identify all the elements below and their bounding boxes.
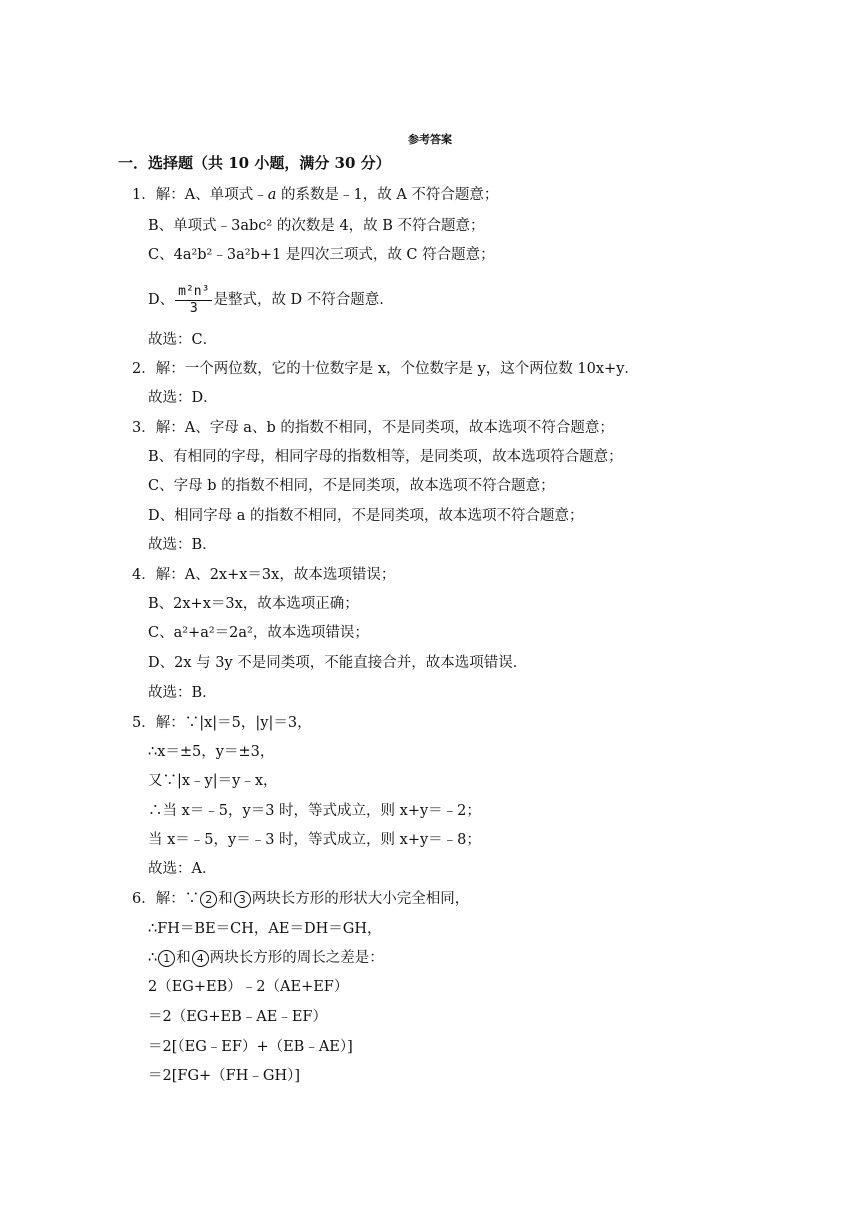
q4-line-b: B、2x+x＝3x，故本选项正确； — [148, 596, 359, 612]
q4-line-c: C、a²+a²＝2a²，故本选项错误； — [148, 625, 369, 641]
q6-line-2: ∴FH＝BE＝CH，AE＝DH＝GH， — [148, 921, 382, 937]
circled-4-marker: 4 — [192, 950, 209, 967]
q5-line-4: ∴当 x＝﹣5，y＝3 时，等式成立，则 x+y＝﹣2； — [148, 803, 481, 819]
q6-l1-pre: 6．解：∵ — [132, 891, 200, 907]
q4-choice: 故选：B． — [148, 685, 217, 701]
q5-choice: 故选：A． — [148, 861, 217, 877]
q6-l1-mid: 和 — [218, 891, 233, 907]
section-heading: 一．选择题（共 10 小题，满分 30 分） — [118, 154, 391, 172]
q6-line-4: 2（EG+EB）﹣2（AE+EF） — [148, 979, 349, 995]
q6-line-1 — [132, 889, 469, 909]
q1-line-b: B、单项式﹣3abc² 的次数是 4，故 B 不符合题意； — [148, 218, 485, 234]
q5-line-5: 当 x＝﹣5，y＝﹣3 时，等式成立，则 x+y＝﹣8； — [148, 832, 481, 848]
q1-a-var: a — [267, 187, 277, 203]
q1-a-post: 的系数是﹣1，故 A 不符合题意； — [276, 187, 499, 203]
q1-d-pre: D、 — [148, 292, 175, 308]
q3-line-c: C、字母 b 的指数不相同，不是同类项，故本选项不符合题意； — [148, 478, 555, 494]
q5-line-3: 又∵|x﹣y|＝y﹣x， — [148, 773, 278, 789]
q1-line-a — [132, 185, 498, 205]
q1-d-denominator: 3 — [189, 300, 198, 316]
q1-d-fraction — [175, 284, 212, 317]
q4-line-d: D、2x 与 3y 不是同类项，不能直接合并，故本选项错误． — [148, 655, 528, 671]
q6-line-5: ＝2（EG+EB﹣AE﹣EF） — [148, 1009, 327, 1025]
q3-line-a: 3．解：A、字母 a、b 的指数不相同，不是同类项，故本选项不符合题意； — [132, 420, 614, 436]
q3-line-b: B、有相同的字母，相同字母的指数相等，是同类项，故本选项符合题意； — [148, 449, 623, 465]
q1-choice: 故选：C． — [148, 332, 218, 348]
q1-number: 1．解： — [132, 187, 185, 203]
q6-line-3 — [148, 948, 384, 968]
q1-a-pre: A、单项式﹣ — [184, 187, 268, 203]
circled-2-marker: 2 — [200, 891, 217, 908]
q2-choice: 故选：D． — [148, 390, 218, 406]
q6-l3-pre: ∴ — [148, 950, 158, 966]
q1-line-d — [148, 280, 394, 320]
q1-line-c: C、4a²b²﹣3a²b+1 是四次三项式，故 C 符合题意； — [148, 247, 495, 263]
q6-l3-post: 两块长方形的周长之差是： — [209, 950, 384, 966]
q3-choice: 故选：B． — [148, 537, 217, 553]
q6-l1-post: 两块长方形的形状大小完全相同， — [251, 891, 470, 907]
q6-l3-mid: 和 — [176, 950, 191, 966]
q3-line-d: D、相同字母 a 的指数不相同，不是同类项，故本选项不符合题意； — [148, 508, 584, 524]
q6-line-7: ＝2[FG+（FH﹣GH）] — [148, 1068, 301, 1084]
q5-line-1: 5．解：∵|x|＝5，|y|＝3， — [132, 715, 312, 731]
q5-line-2: ∴x＝±5，y＝±3， — [148, 744, 275, 760]
page-title: 参考答案 — [408, 133, 452, 146]
q6-line-6: ＝2[（EG﹣EF）+（EB﹣AE）] — [148, 1039, 353, 1055]
circled-1-marker: 1 — [158, 950, 175, 967]
q2-line: 2．解：一个两位数，它的十位数字是 x，个位数字是 y，这个两位数 10x+y． — [132, 361, 639, 377]
q4-line-a: 4．解：A、2x+x＝3x，故本选项错误； — [132, 567, 396, 583]
q1-d-post: 是整式，故 D 不符合题意． — [213, 292, 394, 308]
q1-d-numerator: m²n³ — [175, 284, 212, 301]
circled-3-marker: 3 — [234, 891, 251, 908]
